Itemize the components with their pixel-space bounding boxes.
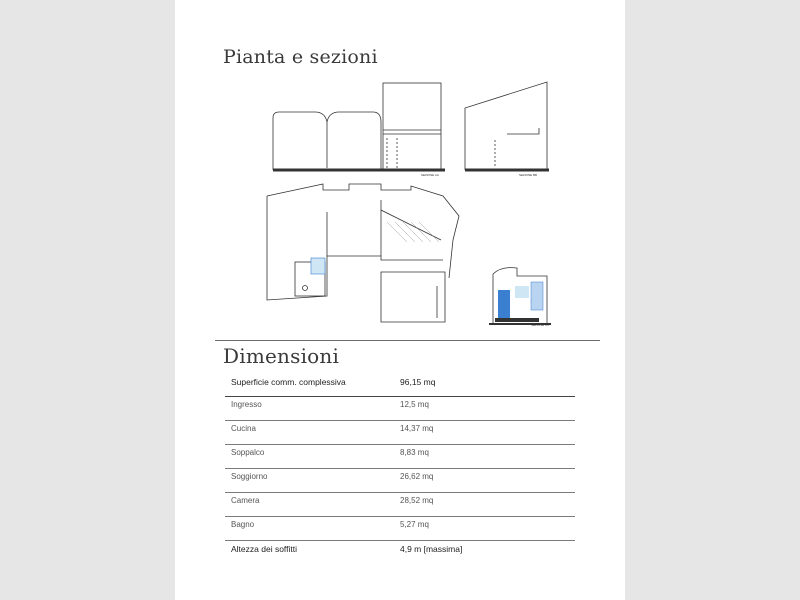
row-label: Soppalco — [231, 448, 265, 457]
section-aa-drawing — [273, 83, 445, 170]
table-row — [225, 376, 575, 397]
table-row — [225, 493, 575, 517]
table-row — [225, 517, 575, 541]
dimensions-section-title: Dimensioni — [223, 344, 340, 368]
row-value: 96,15 mq — [400, 377, 436, 387]
section-aa-label: SEZIONE AA — [421, 173, 439, 177]
table-row — [225, 397, 575, 421]
floor-plan-layout — [267, 184, 459, 322]
plan-section-title: Pianta e sezioni — [223, 46, 378, 68]
row-value: 26,62 mq — [400, 472, 434, 481]
table-row — [225, 445, 575, 469]
section-bb-drawing — [465, 82, 549, 170]
table-row — [225, 469, 575, 493]
row-label: Soggiorno — [231, 472, 268, 481]
row-label: Cucina — [231, 424, 256, 433]
row-label: Ingresso — [231, 400, 262, 409]
row-label: Camera — [231, 496, 260, 505]
document-page — [175, 0, 625, 600]
section-bb-label: SEZIONE BB — [519, 173, 538, 177]
table-row — [225, 541, 575, 564]
table-row — [225, 421, 575, 445]
dimensions-table — [225, 376, 575, 564]
row-value: 5,27 mq — [400, 520, 429, 529]
row-value: 28,52 mq — [400, 496, 434, 505]
row-value: 12,5 mq — [400, 400, 429, 409]
dimensions-divider — [215, 340, 600, 341]
row-value: 14,37 mq — [400, 424, 434, 433]
row-value: 8,83 mq — [400, 448, 429, 457]
row-label: Altezza dei soffitti — [231, 544, 297, 554]
row-label: Superficie comm. complessiva — [231, 377, 346, 387]
row-label: Bagno — [231, 520, 255, 529]
row-value: 4,9 m [massima] — [400, 544, 463, 554]
floor-plan-drawing — [175, 0, 625, 340]
section-cc-label: SEZIONE CC — [531, 323, 550, 327]
